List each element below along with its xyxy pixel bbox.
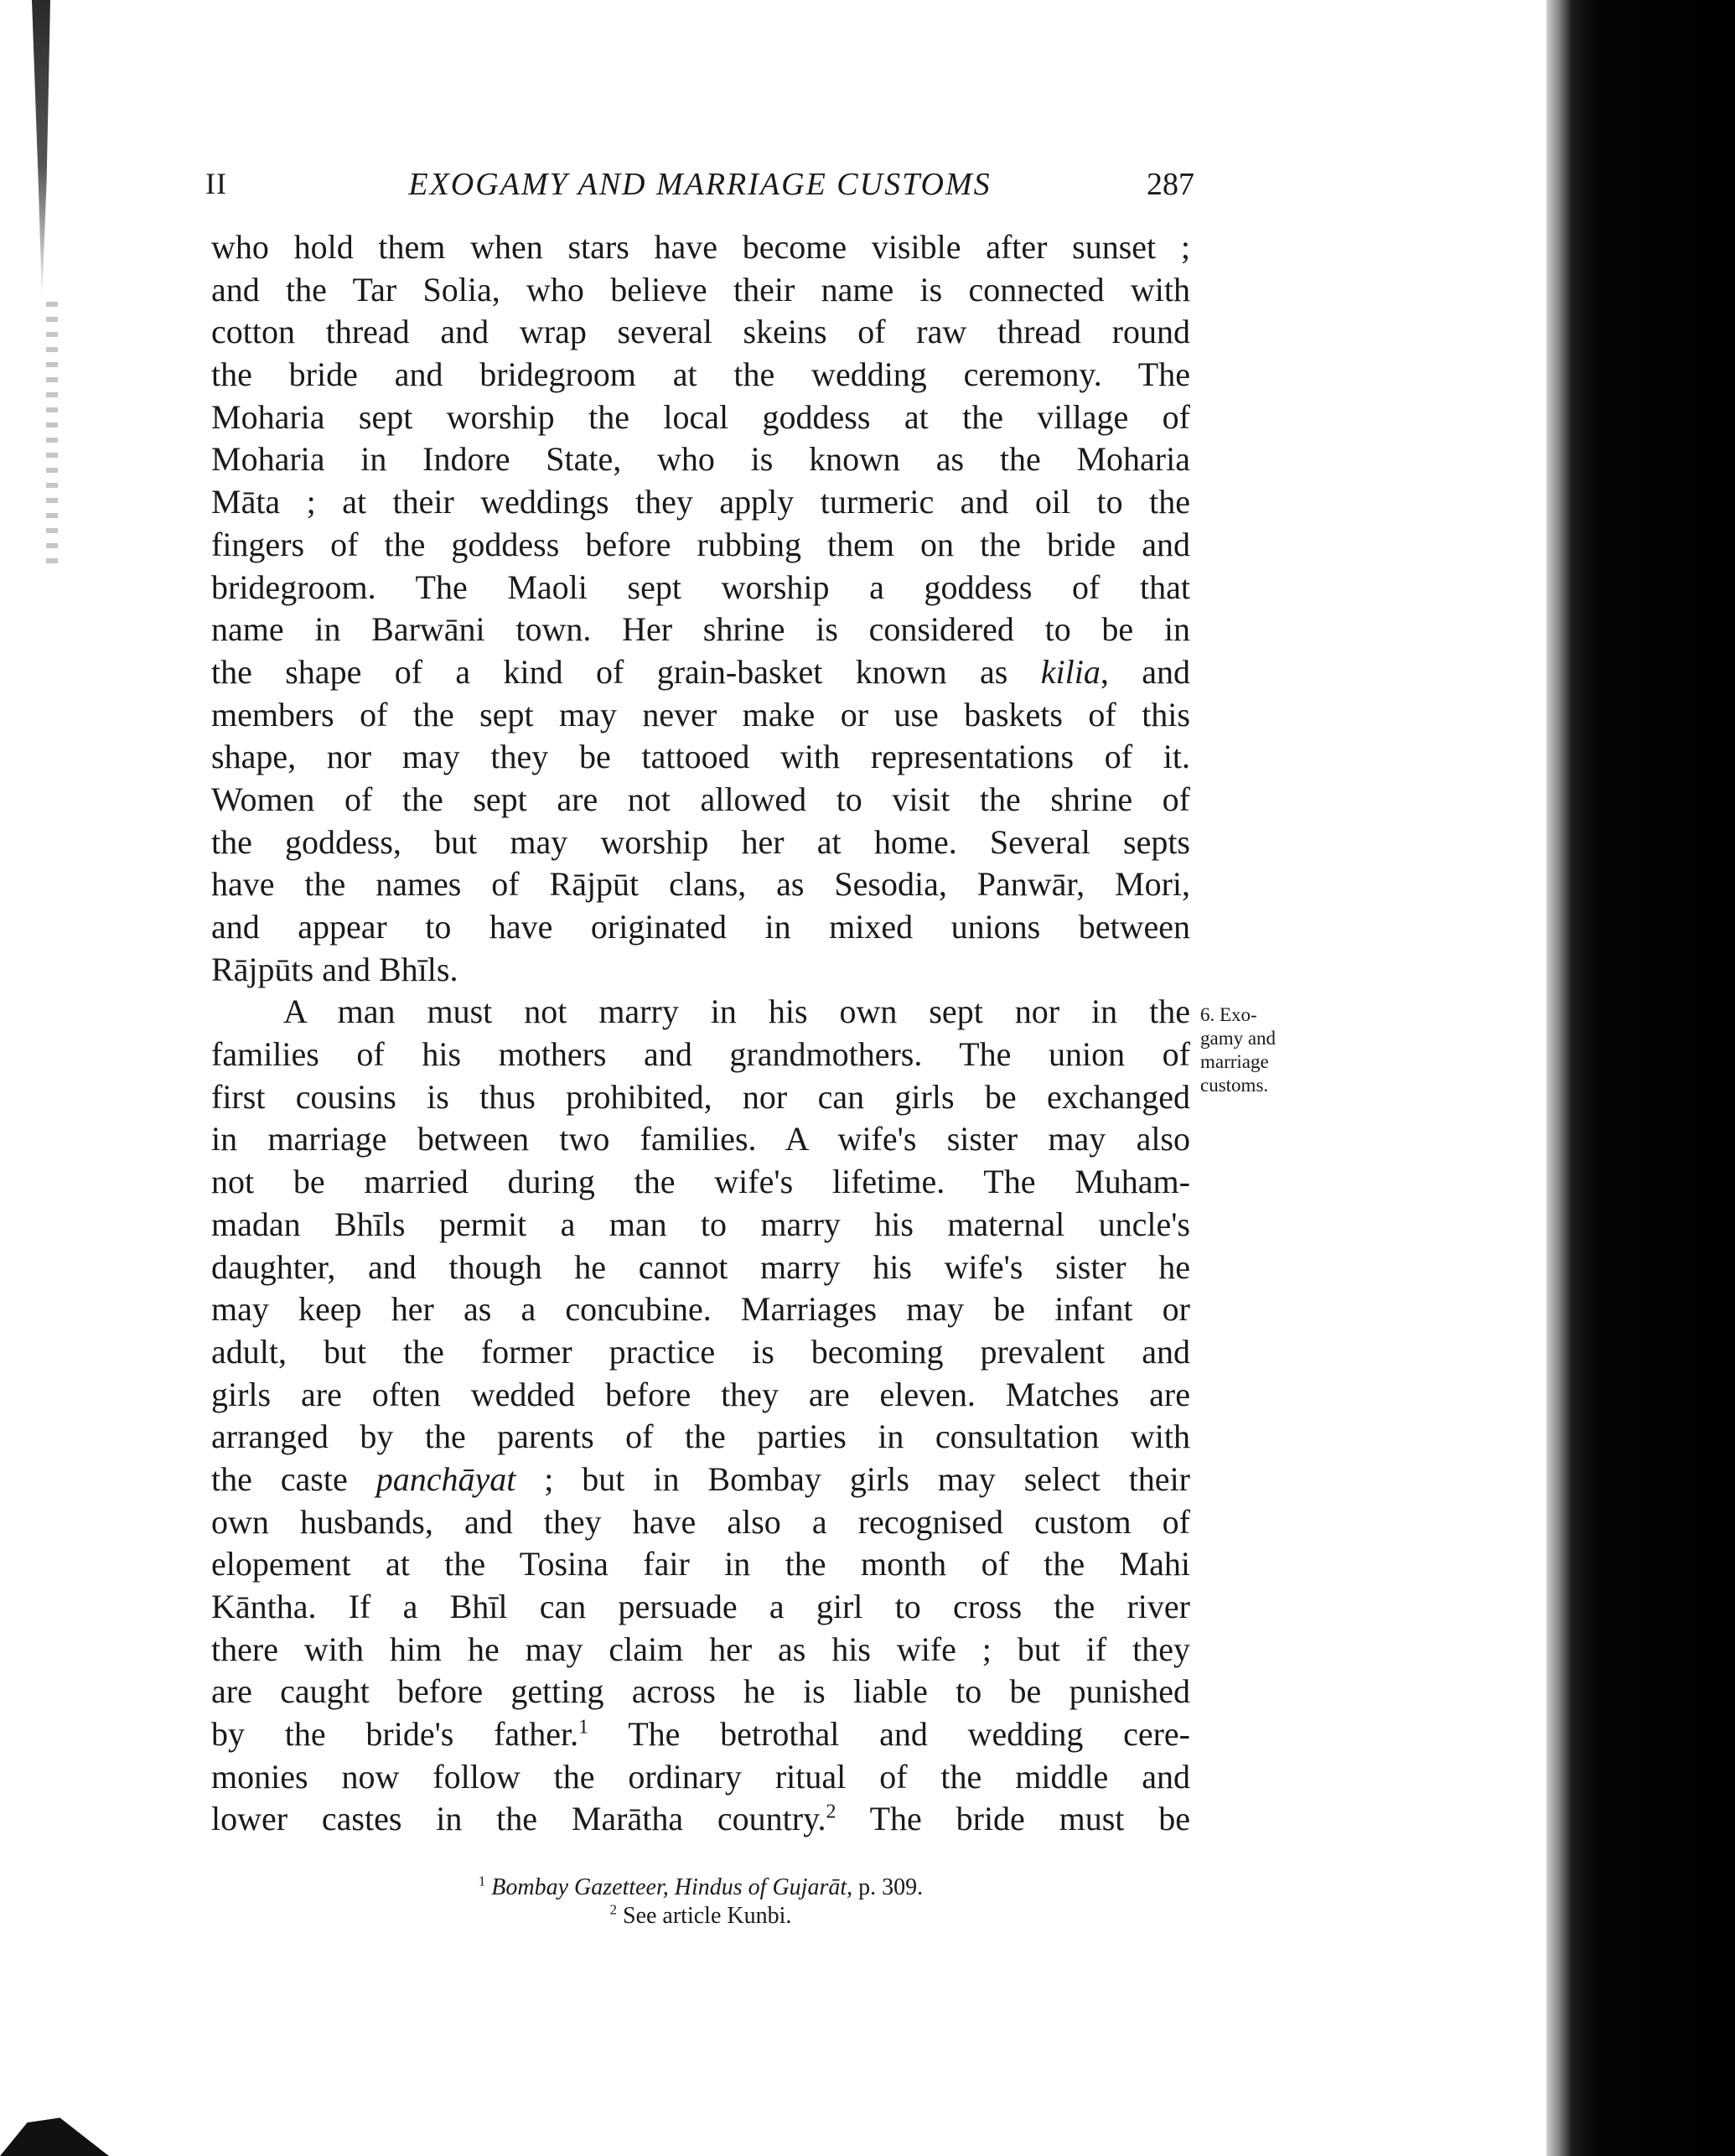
margin-note — [1200, 1003, 1318, 1097]
corner-blot — [0, 2108, 109, 2156]
margin-note-line: gamy and — [1200, 1028, 1277, 1049]
text-line: Rājpūts and Bhīls. — [211, 950, 458, 988]
margin-note-line: customs. — [1200, 1075, 1269, 1096]
text-line: the shape of a kind of grain-basket known as kilia, and — [211, 652, 1190, 691]
text-line: and the Tar Solia, who believe their name is connected with — [211, 270, 1190, 308]
text-line: families of his mothers and grandmothers. The union of — [211, 1035, 1190, 1074]
page-number: 287 — [1147, 167, 1194, 202]
text-line: and appear to have originated in mixed unions between — [211, 908, 1190, 946]
text-line: monies now follow the ordinary ritual of the middle and — [211, 1757, 1190, 1796]
margin-note-line: 6. Exo- — [1200, 1004, 1257, 1025]
text-line: Kāntha. If a Bhīl can persuade a girl to cross the river — [211, 1588, 1190, 1625]
body-text — [211, 226, 1190, 1841]
footnote-1 — [211, 1874, 1190, 1902]
footnotes — [211, 1874, 1190, 1931]
text-line: daughter, and though he cannot marry his wife's sister he — [211, 1247, 1190, 1286]
text-line: may keep her as a concubine. Marriages may be infant or — [211, 1290, 1190, 1329]
text-line: the goddess, but may worship her at home. Several septs — [211, 822, 1190, 861]
text-line: first cousins is thus prohibited, nor can girls be exchanged — [211, 1077, 1190, 1116]
running-head — [205, 166, 1194, 216]
footnote-marker: 1 — [478, 1873, 486, 1889]
text-line: the bride and bridegroom at the wedding ceremony. The — [211, 355, 1190, 394]
text-line: in marriage between two families. A wife's sister may also — [211, 1120, 1190, 1158]
page-edge-shadow — [1546, 0, 1735, 2156]
text-line: the caste panchāyat ; but in Bombay girls may select their — [211, 1459, 1190, 1498]
text-line: members of the sept may never make or use baskets of this — [211, 695, 1190, 733]
text-line: A man must not marry in his own sept nor in the — [283, 992, 1190, 1031]
text-line: are caught before getting across he is liable to be punished — [211, 1672, 1190, 1711]
text-line: Māta ; at their weddings they apply turmeric and oil to the — [211, 483, 1190, 521]
text-line: fingers of the goddess before rubbing them on the bride and — [211, 525, 1190, 563]
text-line: own husbands, and they have also a recognised custom of — [211, 1502, 1190, 1541]
text-line: have the names of Rājpūt clans, as Sesodia, Panwār, Mori, — [211, 865, 1190, 904]
footnote-page: p. 309. — [852, 1874, 924, 1900]
text-line: bridegroom. The Maoli sept worship a goddess of that — [211, 568, 1190, 606]
footnote-source: Bombay Gazetteer, Hindus of Gujarāt, — [491, 1874, 853, 1900]
text-line: by the bride's father.$^1$ The betrothal and wedding cere- — [211, 1715, 1190, 1754]
footnote-2 — [211, 1902, 1190, 1931]
text-line: who hold them when stars have become visible after sunset ; — [211, 228, 1190, 266]
footnote-marker: 2 — [609, 1901, 617, 1918]
margin-note-line: marriage — [1200, 1051, 1269, 1072]
text-line: Moharia in Indore State, who is known as the Moharia — [211, 440, 1190, 479]
footnote-text: See article Kunbi. — [623, 1903, 792, 1929]
text-line: not be married during the wife's lifetime. The Muham- — [211, 1163, 1190, 1201]
text-line: girls are often wedded before they are eleven. Matches are — [211, 1375, 1190, 1413]
text-line: Women of the sept are not allowed to visit the shrine of — [211, 780, 1190, 818]
text-line: name in Barwāni town. Her shrine is considered to be in — [211, 610, 1190, 649]
text-line: Moharia sept worship the local goddess at the village of — [211, 397, 1190, 436]
text-line: madan Bhīls permit a man to marry his maternal uncle's — [211, 1205, 1190, 1243]
text-line: there with him he may claim her as his wife ; but if they — [211, 1630, 1190, 1668]
text-line: adult, but the former practice is becoming prevalent and — [211, 1332, 1190, 1371]
text-line: arranged by the parents of the parties in consultation with — [211, 1417, 1190, 1456]
binding-speckle — [46, 302, 58, 570]
chapter-number: II — [205, 167, 227, 200]
text-line: cotton thread and wrap several skeins of raw thread round — [211, 313, 1190, 351]
text-line: shape, nor may they be tattooed with representations of it. — [211, 738, 1190, 776]
running-title: EXOGAMY AND MARRIAGE CUSTOMS — [408, 167, 992, 202]
text-line: lower castes in the Marātha country.$^2$ The bride must be — [211, 1800, 1190, 1838]
binding-mark — [32, 0, 50, 302]
text-line: elopement at the Tosina fair in the month of the Mahi — [211, 1545, 1190, 1583]
